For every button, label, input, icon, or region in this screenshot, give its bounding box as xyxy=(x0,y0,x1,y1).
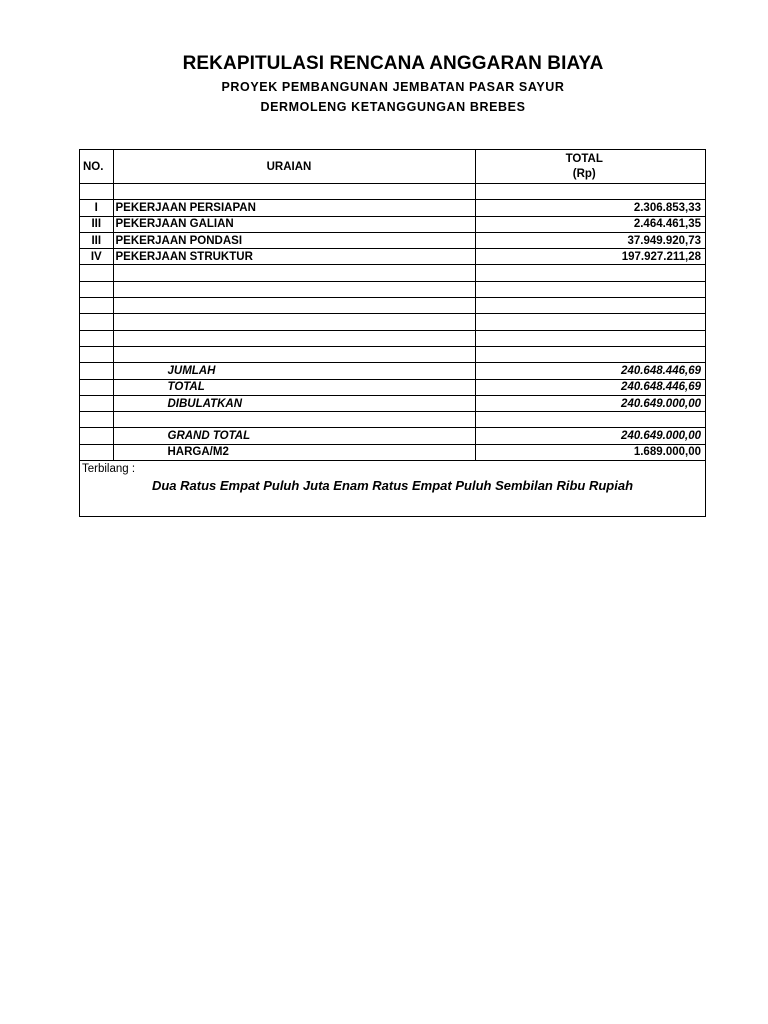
item-total: 37.949.920,73 xyxy=(475,232,705,248)
item-uraian: PEKERJAAN PERSIAPAN xyxy=(113,200,475,216)
item-no: III xyxy=(80,216,113,232)
empty-row xyxy=(80,281,705,297)
header-total xyxy=(475,150,705,184)
item-total: 2.306.853,33 xyxy=(475,200,705,216)
header-no: NO. xyxy=(80,150,113,184)
jumlah-label: JUMLAH xyxy=(113,363,475,379)
dibulatkan-value: 240.649.000,00 xyxy=(475,395,705,411)
dibulatkan-label: DIBULATKAN xyxy=(113,395,475,411)
header-total-line2: (Rp) xyxy=(572,167,596,180)
harga-row xyxy=(80,444,705,460)
total-value: 240.648.446,69 xyxy=(475,379,705,395)
item-no: IV xyxy=(80,249,113,265)
item-no: III xyxy=(80,232,113,248)
harga-label: HARGA/M2 xyxy=(113,444,475,460)
header-total-line1: TOTAL xyxy=(565,152,603,165)
total-label: TOTAL xyxy=(113,379,475,395)
empty-row xyxy=(80,298,705,314)
empty-row xyxy=(80,314,705,330)
table-row xyxy=(80,216,705,232)
empty-row xyxy=(80,346,705,362)
terbilang-text: Dua Ratus Empat Puluh Juta Enam Ratus Empat Puluh Sembilan Ribu Rupiah xyxy=(151,478,634,494)
grand-total-value: 240.649.000,00 xyxy=(475,428,705,444)
table-row xyxy=(80,232,705,248)
terbilang-label: Terbilang : xyxy=(82,463,136,476)
item-uraian: PEKERJAAN GALIAN xyxy=(113,216,475,232)
item-uraian: PEKERJAAN STRUKTUR xyxy=(113,249,475,265)
item-no: I xyxy=(80,200,113,216)
dibulatkan-row xyxy=(80,395,705,411)
empty-row xyxy=(80,330,705,346)
grand-total-label: GRAND TOTAL xyxy=(113,428,475,444)
harga-value: 1.689.000,00 xyxy=(475,444,705,460)
item-total: 2.464.461,35 xyxy=(475,216,705,232)
recap-grid xyxy=(80,150,705,461)
document-title: REKAPITULASI RENCANA ANGGARAN BIAYA xyxy=(182,53,604,74)
item-total: 197.927.211,28 xyxy=(475,249,705,265)
jumlah-row xyxy=(80,363,705,379)
empty-row xyxy=(80,184,705,200)
terbilang-section xyxy=(80,461,705,495)
header-uraian: URAIAN xyxy=(113,150,475,184)
project-location: DERMOLENG KETANGGUNGAN BREBES xyxy=(260,100,526,114)
empty-row xyxy=(80,412,705,428)
project-name: PROYEK PEMBANGUNAN JEMBATAN PASAR SAYUR xyxy=(221,80,565,94)
table-row xyxy=(80,200,705,216)
table-row xyxy=(80,249,705,265)
empty-row xyxy=(80,265,705,281)
grand-total-row xyxy=(80,428,705,444)
table-header-row xyxy=(80,150,705,184)
total-row xyxy=(80,379,705,395)
item-uraian: PEKERJAAN PONDASI xyxy=(113,232,475,248)
jumlah-value: 240.648.446,69 xyxy=(475,363,705,379)
budget-recap-table xyxy=(79,149,706,517)
